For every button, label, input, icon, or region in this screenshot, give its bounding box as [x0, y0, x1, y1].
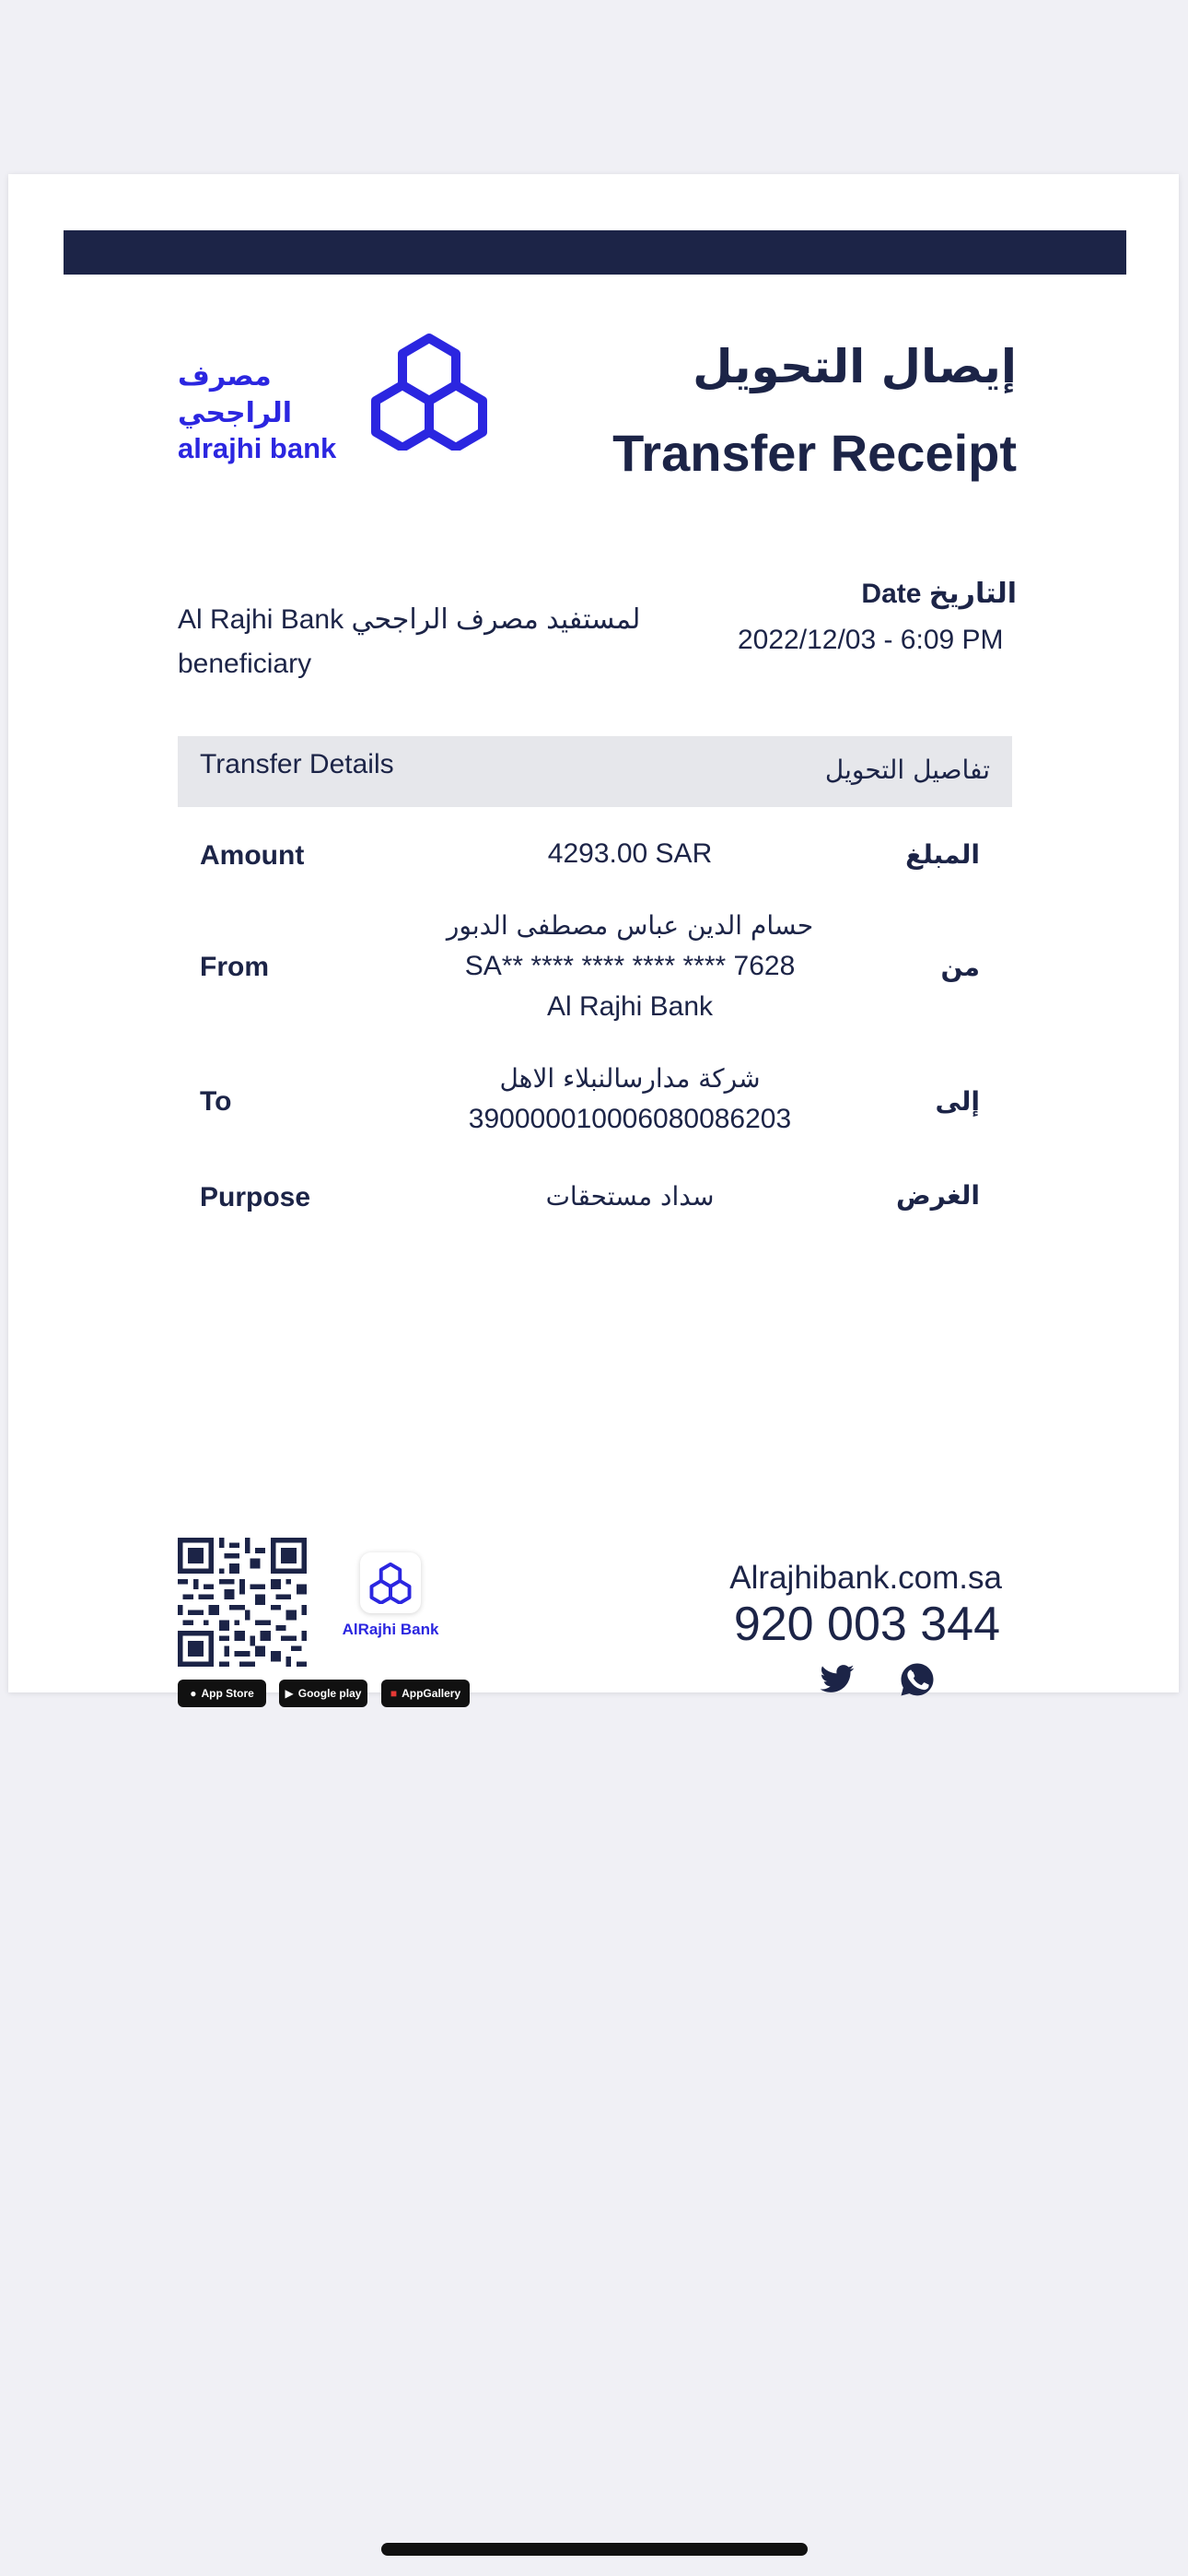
- from-value: [377, 906, 883, 1027]
- transfer-details-title-en: Transfer Details: [200, 749, 394, 779]
- date-value: 2022/12/03 - 6:09 PM: [738, 625, 1004, 655]
- bank-logo-icon: [369, 331, 489, 451]
- to-label-ar: إلى: [935, 1086, 980, 1117]
- google-play-label: Google play: [297, 1687, 362, 1700]
- transfer-details-title-ar: تفاصيل التحويل: [824, 755, 990, 785]
- amount-label-ar: المبلغ: [905, 839, 980, 870]
- google-play-badge[interactable]: [279, 1680, 367, 1707]
- page-title-ar: إيصال التحويل: [693, 340, 1017, 393]
- qr-code: [178, 1538, 307, 1667]
- from-account: SA** **** **** **** **** 7628: [464, 951, 796, 981]
- transfer-details-header: [178, 736, 1012, 807]
- from-label: From: [200, 952, 269, 982]
- app-store-badge[interactable]: [178, 1680, 266, 1707]
- from-name: حسام الدين عباس مصطفى الدبور: [446, 910, 814, 941]
- amount-label: Amount: [200, 840, 305, 871]
- to-account: 390000010006080086203: [468, 1104, 792, 1134]
- huawei-icon: ■: [390, 1687, 398, 1700]
- purpose-text: سداد مستحقات: [545, 1181, 715, 1212]
- google-play-icon: ▶: [285, 1687, 294, 1700]
- purpose-value: [377, 1177, 883, 1217]
- app-gallery-label: AppGallery: [402, 1687, 461, 1700]
- purpose-label: Purpose: [200, 1182, 311, 1212]
- bank-logo-text: [178, 358, 362, 465]
- bank-logo-text-en: alrajhi bank: [178, 432, 337, 464]
- app-logo-icon: [369, 1562, 412, 1604]
- phone-number[interactable]: 920 003 344: [733, 1598, 1000, 1651]
- date-label-en: Date: [861, 579, 922, 609]
- date-label: [861, 578, 1017, 610]
- to-label: To: [200, 1086, 232, 1117]
- beneficiary-label: Al Rajhi Bank لمستفيد مصرف الراجحي beneficiary: [178, 604, 641, 679]
- from-label-ar: من: [940, 952, 980, 982]
- app-gallery-badge[interactable]: [381, 1680, 470, 1707]
- website-link[interactable]: Alrajhibank.com.sa: [729, 1560, 1002, 1596]
- apple-icon: ●: [190, 1687, 197, 1700]
- app-name: AlRajhi Bank: [342, 1621, 439, 1638]
- purpose-label-ar: الغرض: [896, 1180, 980, 1211]
- date-label-ar: التاريخ: [928, 578, 1017, 610]
- twitter-icon[interactable]: [819, 1661, 856, 1698]
- from-bank: Al Rajhi Bank: [546, 991, 714, 1022]
- home-indicator[interactable]: [381, 2543, 808, 2556]
- to-name: شركة مدارسالنبلاء الاهل: [499, 1063, 761, 1094]
- to-value: [377, 1059, 883, 1140]
- amount-value: 4293.00 SAR: [547, 838, 713, 869]
- app-icon[interactable]: [360, 1552, 421, 1613]
- whatsapp-icon[interactable]: [899, 1661, 936, 1698]
- receipt-top-bar: [64, 230, 1126, 275]
- bank-logo-text-ar: مصرف الراجحي: [178, 360, 293, 429]
- page-title-en: Transfer Receipt: [612, 424, 1017, 482]
- transfer-receipt: [8, 174, 1179, 1700]
- app-store-label: App Store: [201, 1687, 254, 1700]
